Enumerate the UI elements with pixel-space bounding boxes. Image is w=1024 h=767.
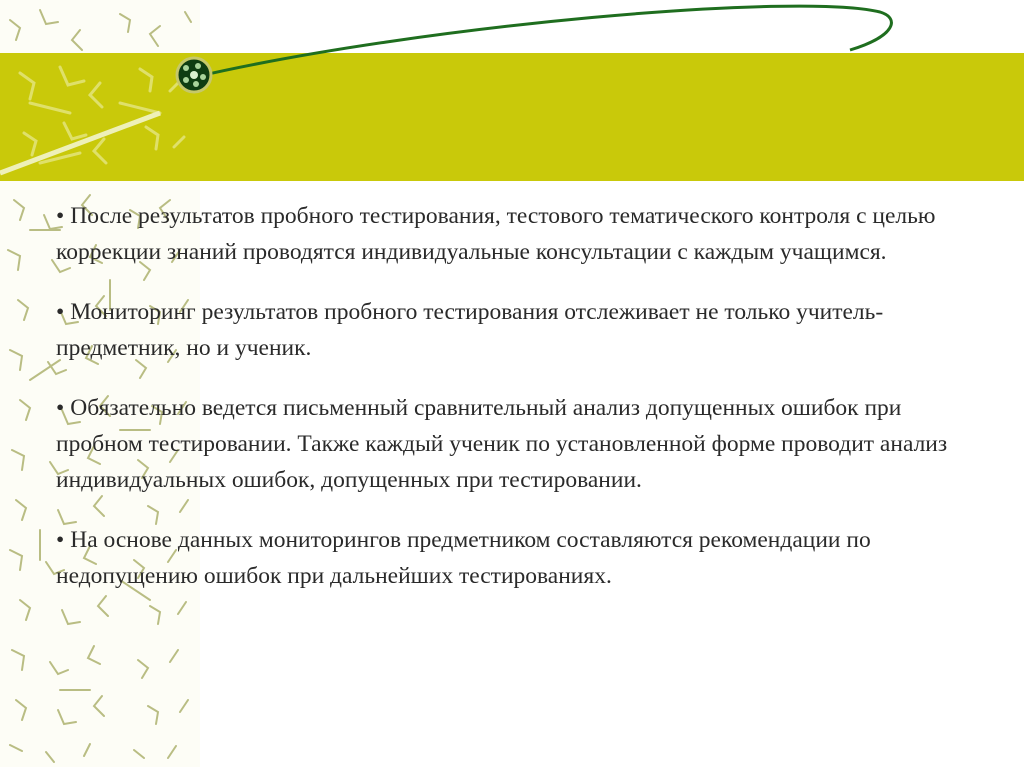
bullet-text: На основе данных мониторингов предметником составляются рекомендации по недопущению ошибок при дальнейших тестированиях. xyxy=(56,527,871,589)
bullet-text: Обязательно ведется письменный сравнительный анализ допущенных ошибок при пробном тестировании. Также каждый ученик по установленной форме проводит анализ индивидуальных ошибок, допущенных при тестировании. xyxy=(56,395,948,493)
orbit-line xyxy=(195,6,891,77)
bullet-marker: • xyxy=(56,527,65,553)
slide-content xyxy=(56,198,956,618)
bullet-text: Мониторинг результатов пробного тестирования отслеживает не только учитель-предметник, но и ученик. xyxy=(56,299,884,361)
orbit-arc xyxy=(0,0,1024,200)
bullet-marker: • xyxy=(56,395,65,421)
bullet-item xyxy=(56,198,956,270)
bullet-item xyxy=(56,294,956,366)
bullet-item xyxy=(56,522,956,594)
orb-icon xyxy=(177,58,211,92)
bullet-item xyxy=(56,390,956,498)
bullet-marker: • xyxy=(56,299,65,325)
bullet-marker: • xyxy=(56,203,65,229)
bullet-text: После результатов пробного тестирования, тестового тематического контроля с целью коррекции знаний проводятся индивидуальные консультации с каждым учащимся. xyxy=(56,203,936,265)
